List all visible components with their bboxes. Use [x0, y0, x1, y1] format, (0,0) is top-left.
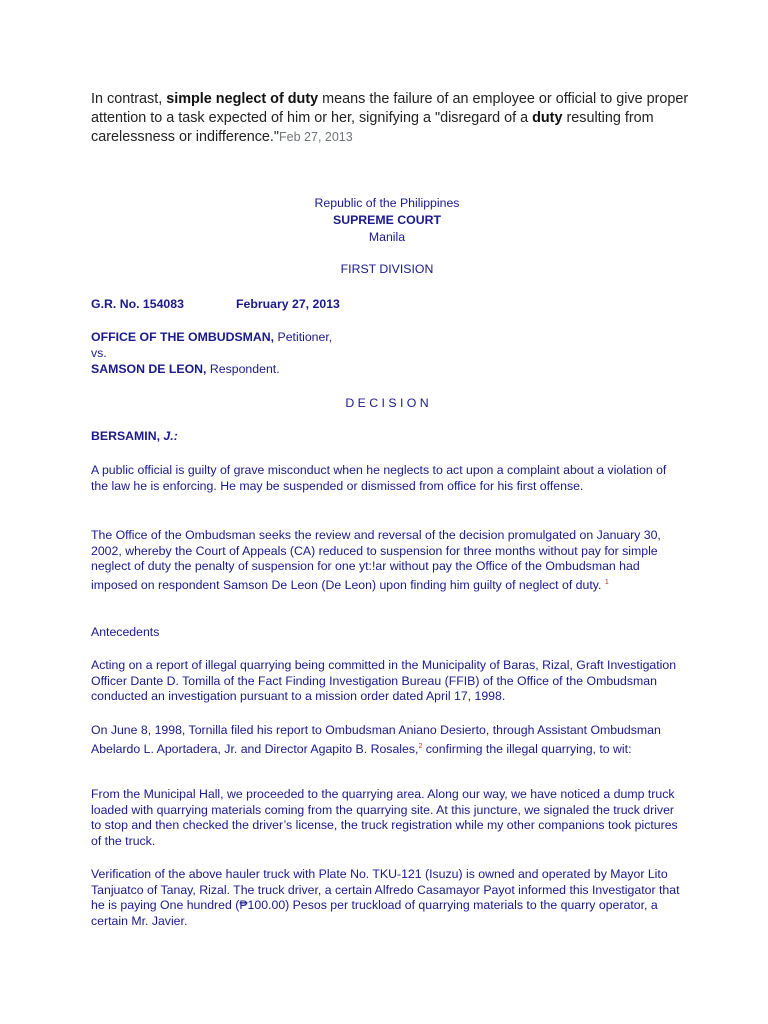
- respondent-role: Respondent.: [206, 362, 280, 376]
- paragraph-1: A public official is guilty of grave misconduct when he neglects to act upon a complaint about a violation of the law he is enforcing. He may be suspended or dismissed from office for his first offense.: [91, 463, 667, 493]
- lead-text-2: means the failure of an employee or official to give proper attention to a task expected of him or her, signifying a "disregard of a: [91, 91, 689, 126]
- lead-text-3: resulting from carelessness or indifference.": [91, 110, 654, 145]
- paragraph-2-text: The Office of the Ombudsman seeks the review and reversal of the decision promulgated on January 30, 2002, whereby the Court of Appeals (CA) reduced to suspension for three months without pay for simple neglect of duty the penalty of suspension for one yt:!ar without pay the Office of the Ombudsman had imposed on respondent Samson De Leon (De Leon) upon finding him guilty of neglect of duty.: [91, 528, 661, 593]
- paragraph-3: Acting on a report of illegal quarrying being committed in the Municipality of Baras, Rizal, Graft Investigation Officer Dante D. Tomilla of the Fact Finding Investigation Bureau (FFIB) of the Office of the Ombudsman conducted an investigation pursuant to a mission order dated April 17, 1998.: [91, 658, 677, 704]
- paragraph-5: From the Municipal Hall, we proceeded to the quarrying area. Along our way, we have noticed a dump truck loaded with quarrying materials coming from the quarrying site. At this juncture, we signaled the truck driver to stop and then checked the driver’s license, the truck registration while my other companions took pictures of the truck.: [91, 787, 678, 849]
- antecedents-heading: Antecedents: [91, 625, 160, 639]
- respondent-name: SAMSON DE LEON,: [91, 362, 207, 376]
- case-date: February 27, 2013: [235, 297, 340, 311]
- ponente-line: [91, 429, 683, 445]
- case-number: G.R. No. 154083: [91, 297, 184, 311]
- versus: vs.: [91, 346, 107, 360]
- petitioner-line: [91, 330, 683, 346]
- paragraph-6: Verification of the above hauler truck with Plate No. TKU-121 (Isuzu) is owned and operated by Mayor Lito Tanjuatco of Tanay, Rizal. The truck driver, a certain Alfredo Casamayor Payot informed this Investigator that he is paying One hundred (₱100.00) Pesos per truckload of quarrying materials to the quarry operator, a certain Mr. Javier.: [91, 867, 680, 929]
- decision-title: D E C I S I O N: [345, 396, 429, 410]
- republic-line: Republic of the Philippines: [314, 196, 460, 210]
- lead-bold-term: simple neglect of duty: [166, 91, 319, 107]
- court-city: Manila: [368, 230, 406, 244]
- lead-bold-duty: duty: [532, 110, 563, 126]
- lead-text-1: In contrast,: [91, 91, 167, 107]
- paragraph-2: [91, 528, 683, 594]
- case-number-line: [91, 297, 683, 313]
- lead-paragraph: [91, 90, 691, 147]
- lead-date: Feb 27, 2013: [279, 130, 353, 144]
- division-name: FIRST DIVISION: [340, 262, 434, 276]
- paragraph-4-text: On June 8, 1998, Tornilla filed his report to Ombudsman Aniano Desierto, through Assistant Ombudsman Abelardo L. Aportadera, Jr. and Director Agapito B. Rosales,: [91, 723, 661, 756]
- court-name: SUPREME COURT: [333, 213, 441, 227]
- paragraph-4-end: confirming the illegal quarrying, to wit:: [422, 741, 632, 756]
- respondent-line: [91, 362, 683, 378]
- footnote-1-link[interactable]: 1: [604, 579, 609, 587]
- petitioner-role: Petitioner,: [274, 330, 333, 344]
- ponente-suffix: J.:: [160, 429, 178, 443]
- ponente-name: BERSAMIN,: [91, 429, 161, 443]
- petitioner-name: OFFICE OF THE OMBUDSMAN,: [91, 330, 275, 344]
- footnote-2-link[interactable]: 2: [418, 742, 423, 750]
- paragraph-4: [91, 723, 683, 758]
